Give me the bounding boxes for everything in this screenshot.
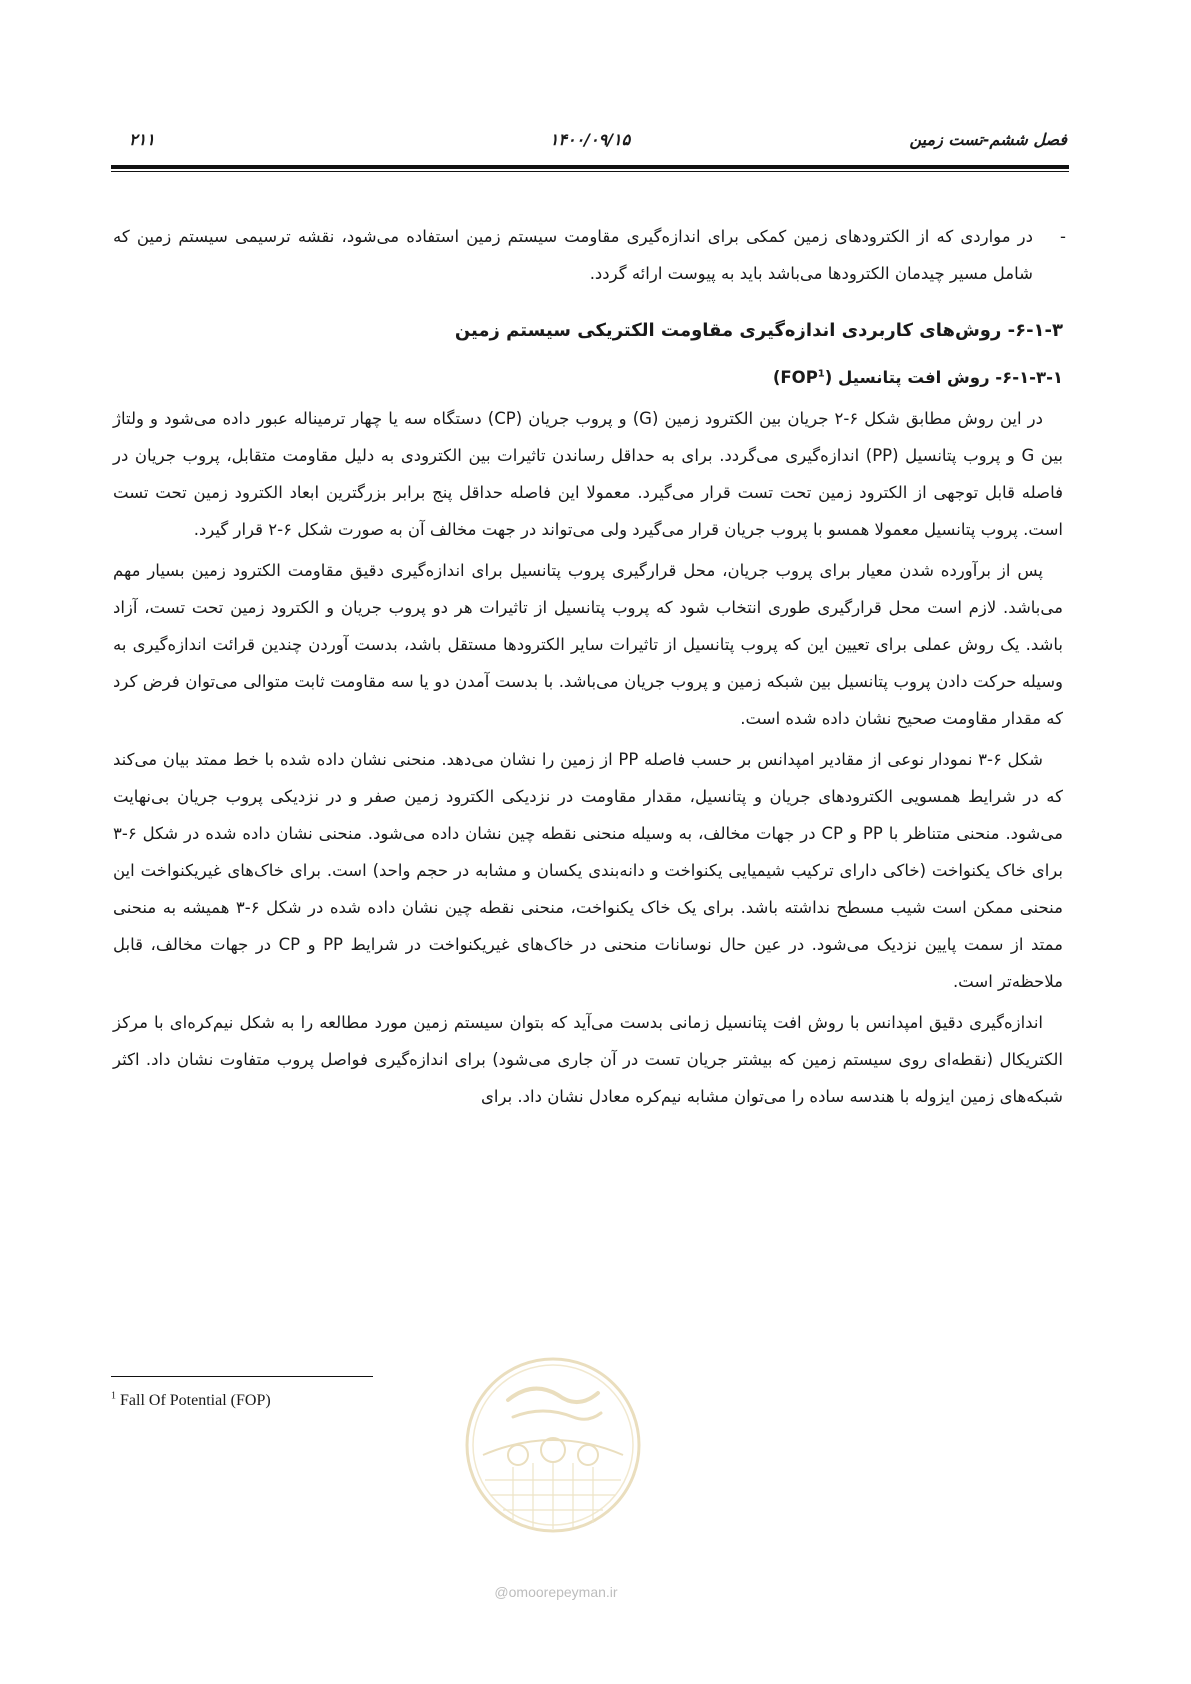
chapter-title: فصل ششم-تست زمین: [909, 130, 1067, 149]
footnote-ref: 1: [817, 368, 825, 380]
bullet-text: در مواردی که از الکترودهای زمین کمکی برای اندازه‌گیری مقاومت سیستم زمین استفاده می‌شود، نقشه ترسیمی سیستم زمین که شامل مسیر چیدمان الکترودها می‌باشد باید به پیوست ارائه گردد.: [113, 227, 1033, 283]
footnote-marker: 1: [111, 1390, 116, 1402]
subsection-heading: [113, 359, 1063, 396]
footnote-rule: [111, 1376, 373, 1377]
bullet-dash: -: [1060, 227, 1066, 246]
header-date: ۱۴۰۰/۰۹/۱۵: [549, 130, 631, 149]
paragraph: در این روش مطابق شکل ۶-۲ جریان بین الکترود زمین (G) و پروب جریان (CP) دستگاه سه یا چهار ترمیناله عبور داده می‌شود و ولتاژ بین G و پروب پتانسیل (PP) اندازه‌گیری می‌گردد. برای به حداقل رساندن تاثیرات بین الکترودی به دلیل مقاومت متقابل، پروب جریان در فاصله قابل توجهی از الکترود زمین تحت تست قرار می‌گیرد. معمولا این فاصله حداقل پنج برابر بزرگترین ابعاد الکترود زمین تحت تست است. پروب پتانسیل معمولا همسو با پروب جریان قرار می‌گیرد ولی می‌تواند در جهت مخالف آن به صورت شکل ۶-۲ قرار گیرد.: [113, 409, 1063, 539]
page-header: [113, 130, 1067, 158]
subsection-heading-text: ۶-۱-۳-۱- روش افت پتانسیل (FOP: [780, 368, 1063, 387]
section-heading: ۶-۱-۳- روش‌های کاربردی اندازه‌گیری مقاومت الکتریکی سیستم زمین: [454, 320, 1063, 341]
footnote: [111, 1392, 271, 1410]
subsection-heading-close: ): [772, 368, 781, 387]
watermark-logo: [463, 1355, 643, 1535]
header-rule-thin: [111, 171, 1069, 172]
header-rule-thick: [111, 165, 1069, 169]
watermark-url: @omoorepeyman.ir: [494, 1584, 618, 1600]
footnote-text: Fall Of Potential (FOP): [116, 1392, 271, 1409]
page-number: ۲۱۱: [129, 130, 155, 149]
paragraph: پس از برآورده شدن معیار برای پروب جریان، محل قرارگیری پروب پتانسیل برای اندازه‌گیری دقیق مقاومت الکترود زمین بسیار مهم می‌باشد. لازم است محل قرارگیری طوری انتخاب شود که پروب پتانسیل از تاثیرات هر دو پروب جریان و الکترود زمین تحت تست، آزاد باشد. یک روش عملی برای تعیین این که پروب پتانسیل از تاثیرات سایر الکترودها مستقل باشد، بدست آوردن چندین قرائت اندازه‌گیری به وسیله حرکت دادن پروب پتانسیل بین شبکه زمین و پروب جریان می‌باشد. با بدست آمدن دو یا سه مقاومت ثابت متوالی می‌توان فرض کرد که مقدار مقاومت صحیح نشان داده شده است.: [113, 561, 1063, 728]
paragraph: اندازه‌گیری دقیق امپدانس با روش افت پتانسیل زمانی بدست می‌آید که بتوان سیستم زمین مورد مطالعه را به شکل نیم‌کره‌ای با مرکز الکتریکال (نقطه‌ای روی سیستم زمین که بیشتر جریان تست در آن جاری می‌شود) برای اندازه‌گیری فواصل پروب متفاوت نشان داد. اکثر شبکه‌های زمین ایزوله با هندسه ساده را می‌توان مشابه نیم‌کره معادل نشان داد. برای: [113, 1013, 1063, 1106]
bullet-item: [113, 218, 1066, 292]
page-body: [113, 218, 1066, 1119]
paragraph: شکل ۶-۳ نمودار نوعی از مقادیر امپدانس بر حسب فاصله PP از زمین را نشان می‌دهد. منحنی نشان داده شده با خط ممتد بیان می‌کند که در شرایط همسویی الکترودهای جریان و پتانسیل، مقدار مقاومت در نزدیکی الکترود زمین صفر و در نزدیکی پروب جریان بی‌نهایت می‌شود. منحنی متناظر با PP و CP در جهات مخالف، به وسیله منحنی نقطه چین نشان داده می‌شود. منحنی نشان داده شده در شکل ۶-۳ برای خاک یکنواخت (خاکی دارای ترکیب شیمیایی یکنواخت و دانه‌بندی یکسان و مشابه در حجم واحد) است. برای خاک‌های غیریکنواخت این منحنی ممکن است شیب مسطح نداشته باشد. برای یک خاک یکنواخت، منحنی نقطه چین نشان داده شده در شکل ۶-۳ همیشه به منحنی ممتد از سمت پایین نزدیک می‌شود. در عین حال نوسانات منحنی در خاک‌های غیریکنواخت در شرایط PP و CP در جهات مخالف، قابل ملاحظه‌تر است.: [113, 750, 1063, 991]
